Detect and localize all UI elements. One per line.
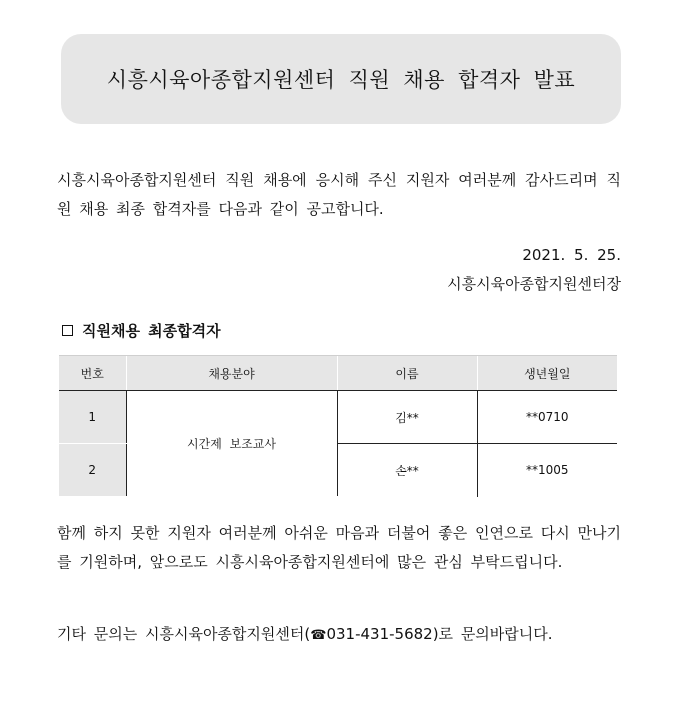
applicant-birthdate: **0710 xyxy=(477,391,617,444)
date-block xyxy=(447,241,621,299)
table-header-row xyxy=(59,356,617,391)
contact-line xyxy=(57,620,621,650)
applicant-name: 손** xyxy=(337,444,477,497)
header-number: 번호 xyxy=(59,356,126,391)
page-title: 시흥시육아종합지원센터 직원 채용 합격자 발표 xyxy=(106,68,576,92)
contact-phone: 031-431-5682 xyxy=(326,625,433,643)
header-birthdate: 생년월일 xyxy=(477,356,617,391)
applicant-birthdate: **1005 xyxy=(525,463,569,478)
closing-paragraph: 함께 하지 못한 지원자 여러분께 아쉬운 마음과 더불어 좋은 인연으로 다시 만나기를 기원하며, 앞으로도 시흥시육아종합지원센터에 많은 관심 부탁드립니다. xyxy=(57,524,621,571)
field-cell xyxy=(126,391,337,497)
title-box xyxy=(61,34,621,124)
phone-icon: ☎ xyxy=(310,628,327,643)
announcement-date: 2021. 5. 25. xyxy=(522,246,621,264)
contact-prefix: 기타 문의는 시흥시육아종합지원센터( xyxy=(57,625,311,643)
intro-paragraph: 시흥시육아종합지원센터 직원 채용에 응시해 주신 지원자 여러분께 감사드리며 직원 채용 최종 합격자를 다음과 같이 공고합니다. xyxy=(57,171,621,218)
table-row xyxy=(59,391,617,444)
result-table xyxy=(59,355,617,497)
contact-suffix: )로 문의바랍니다. xyxy=(432,625,553,643)
checkbox-icon xyxy=(62,325,73,336)
recruitment-field: 시간제 보조교사 xyxy=(187,437,276,451)
section-heading xyxy=(62,320,221,341)
applicant-name: 김** xyxy=(337,391,477,444)
row-number: 1 xyxy=(59,391,126,444)
section-heading-text: 직원채용 최종합격자 xyxy=(82,322,221,340)
row-number: 2 xyxy=(59,444,126,497)
header-field: 채용분야 xyxy=(126,356,337,391)
issuer: 시흥시육아종합지원센터장 xyxy=(447,275,621,293)
header-name: 이름 xyxy=(337,356,477,391)
